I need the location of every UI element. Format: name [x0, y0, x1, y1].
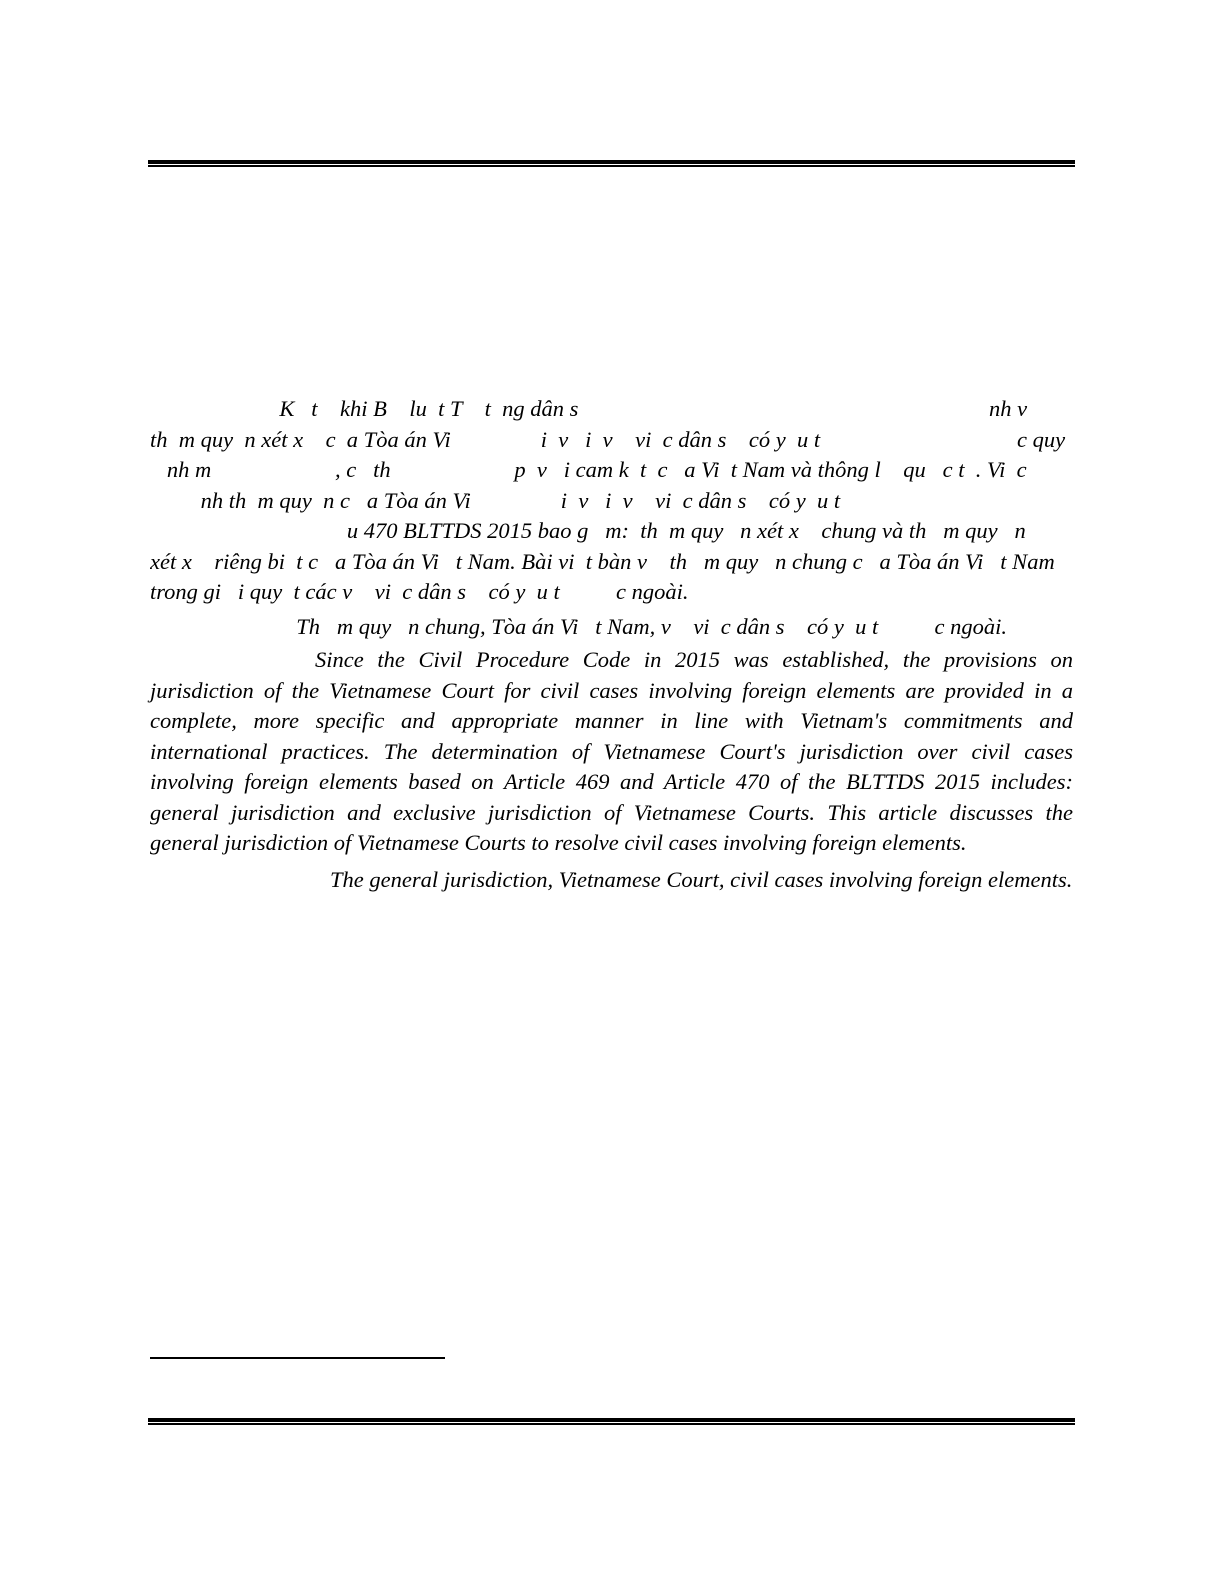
en-keywords: The general jurisdiction, Vietnamese Court, civil cases involving foreign elements.	[330, 866, 1073, 892]
footer-double-rule	[148, 1418, 1075, 1425]
abstract-block	[150, 394, 1073, 895]
vi-abstract-line: K t khi B lu t T t ng dân s nh v	[150, 396, 1028, 421]
en-abstract	[150, 645, 1073, 859]
vi-abstract-line: trong gi i quy t các v vi c dân s có y u t c ngoài.	[150, 579, 689, 604]
header-double-rule	[148, 160, 1075, 167]
vi-abstract-line: nh m , c th p v i cam k t c a Vi t Nam và thông l qu c t . Vi c	[150, 457, 1027, 482]
vi-abstract-line: xét x riêng bi t c a Tòa án Vi t Nam. Bài vi t bàn v th m quy n chung c a Tòa án Vi t Nam	[150, 548, 1055, 574]
vi-abstract-line: th m quy n xét x c a Tòa án Vi i v i v vi c dân s có y u t c quy	[150, 426, 1066, 452]
vi-abstract-line: u 470 BLTTDS 2015 bao g m: th m quy n xét x chung và th m quy n	[150, 518, 1026, 543]
en-abstract-text: Since the Civil Procedure Code in 2015 was established, the provisions on jurisdiction of the Vietnamese Court for civil cases involving foreign elements are provided in a complete, more specific and appropriate manner in line with Vietnam's commitments and international practices. The determination of Vietnamese Court's jurisdiction over civil cases involving foreign elements based on Article 469 and Article 470 of the BLTTDS 2015 includes: general jurisdiction and exclusive jurisdiction of Vietnamese Courts. This article discusses the general jurisdiction of Vietnamese Courts to resolve civil cases involving foreign elements.	[150, 647, 1073, 855]
footnote-separator	[150, 1357, 445, 1359]
vi-keywords: Th m quy n chung, Tòa án Vi t Nam, v vi c dân s có y u t c ngoài.	[150, 613, 1008, 639]
vi-abstract-line: nh th m quy n c a Tòa án Vi i v i v vi c dân s có y u t	[150, 487, 841, 513]
